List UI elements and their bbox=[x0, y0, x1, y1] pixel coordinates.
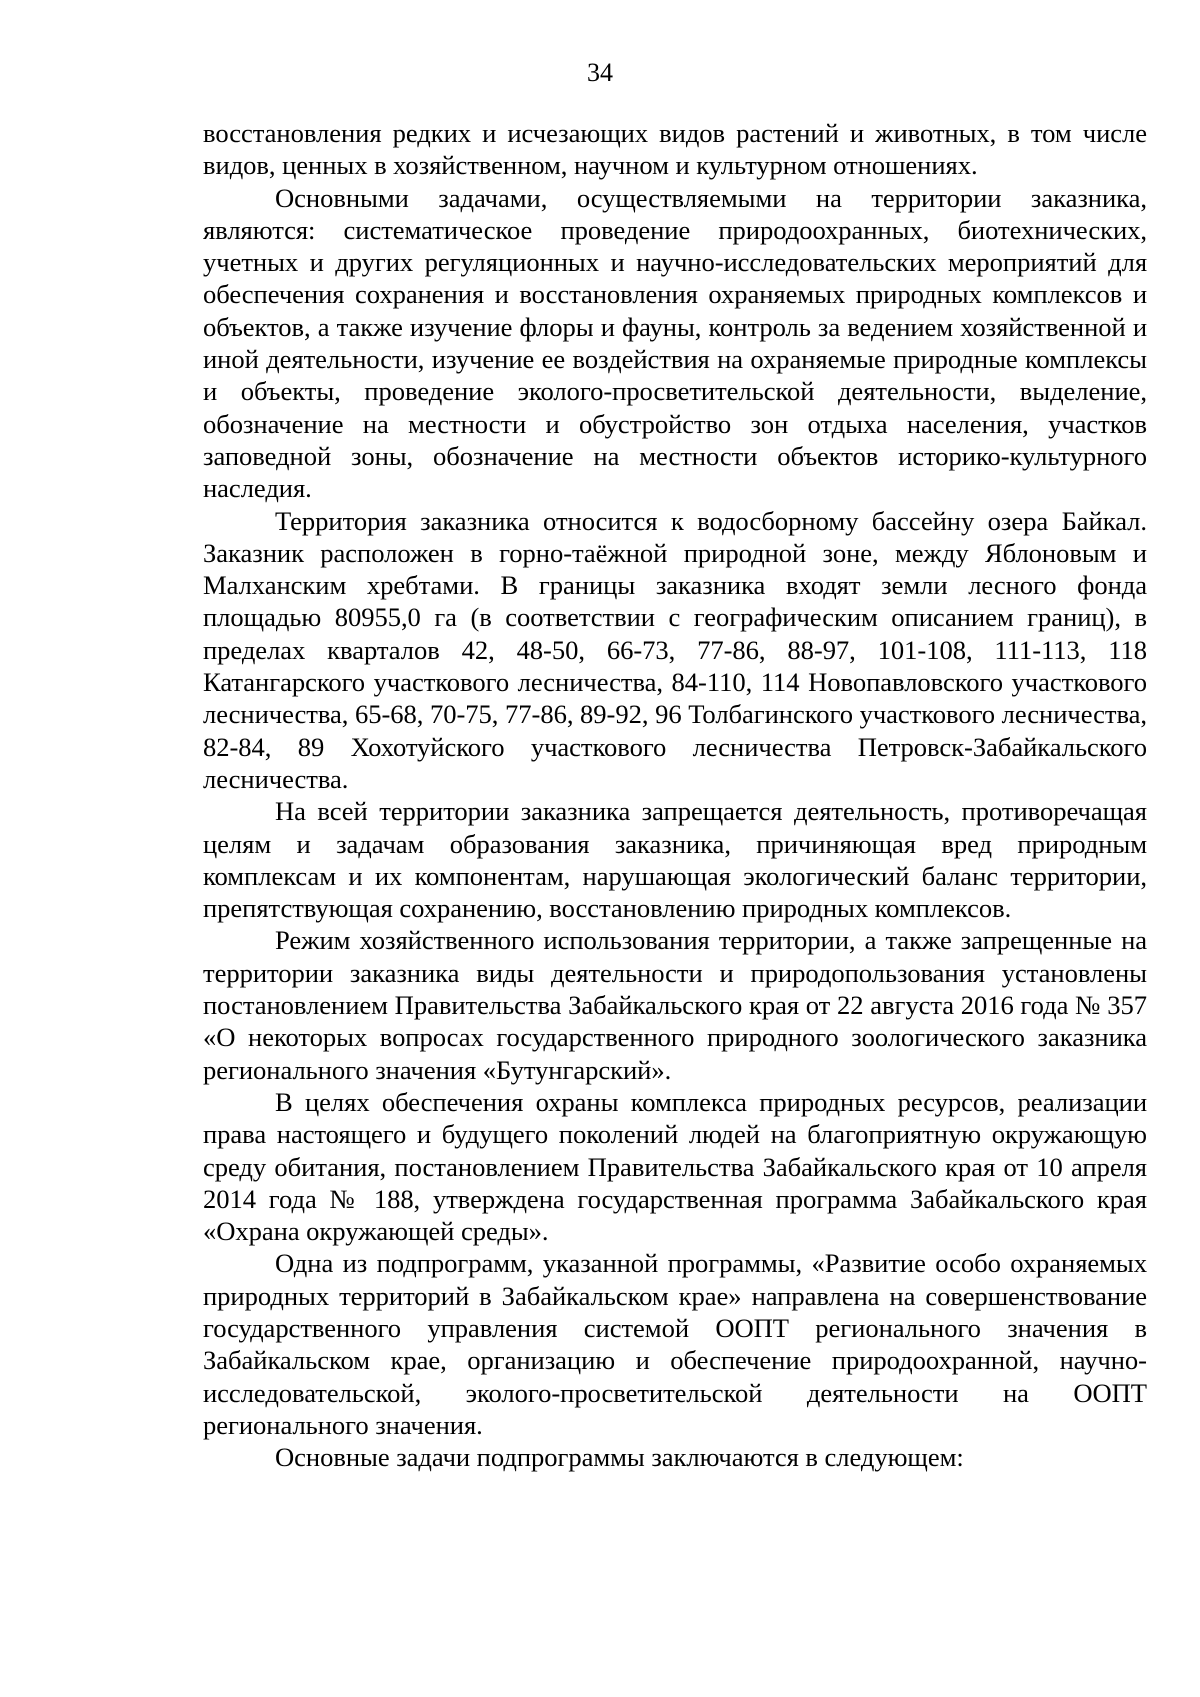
paragraph-4: На всей территории заказника запрещается деятельность, противоречащая целям и задачам образования заказника, причиняющая вред природным комплексам и их компонентам, нарушающая экологический баланс территории, препятствующая сохранению, восстановлению природных комплексов. bbox=[203, 796, 1147, 924]
paragraph-8: Основные задачи подпрограммы заключаются в следующем: bbox=[275, 1442, 964, 1473]
paragraph-3: Территория заказника относится к водосборному бассейну озера Байкал. Заказник расположен в горно-таёжной природной зоне, между Яблоновым и Малханским хребтами. В границы заказника входят земли лесного фонда площадью 80955,0 га (в соответствии с географическим описанием границ), в пределах кварталов 42, 48-50, 66-73, 77-86, 88-97, 101-108, 111-113, 118 Катангарского участкового лесничества, 84-110, 114 Новопавловского участкового лесничества, 65-68, 70-75, 77-86, 89-92, 96 Толбагинского участкового лесничества, 82-84, 89 Хохотуйского участкового лесничества Петровск-Забайкальского лесничества. bbox=[203, 505, 1147, 794]
paragraph-6: В целях обеспечения охраны комплекса природных ресурсов, реализации права настоящего и будущего поколений людей на благоприятную окружающую среду обитания, постановлением Правительства Забайкальского края от 10 апреля 2014 года № 188, утверждена государственная программа Забайкальского края «Охрана окружающей среды». bbox=[203, 1086, 1147, 1247]
paragraph-7: Одна из подпрограмм, указанной программы, «Развитие особо охраняемых природных территорий в Забайкальском крае» направлена на совершенствование государственного управления системой ООПТ регионального значения в Забайкальском крае, организацию и обеспечение природоохранной, научно-исследовательской, эколого-просветительской деятельности на ООПТ регионального значения. bbox=[203, 1248, 1147, 1440]
paragraph-1: восстановления редких и исчезающих видов растений и животных, в том числе видов, ценных в хозяйственном, научном и культурном отношениях. bbox=[203, 118, 1147, 181]
paragraph-5: Режим хозяйственного использования территории, а также запрещенные на территории заказника виды деятельности и природопользования установлены постановлением Правительства Забайкальского края от 22 августа 2016 года № 357 «О некоторых вопросах государственного природного зоологического заказника регионального значения «Бутунгарский». bbox=[203, 925, 1147, 1085]
paragraph-2: Основными задачами, осуществляемыми на территории заказника, являются: систематическое проведение природоохранных, биотехнических, учетных и других регуляционных и научно-исследовательских мероприятий для обеспечения сохранения и восстановления охраняемых природных комплексов и объектов, а также изучение флоры и фауны, контроль за ведением хозяйственной и иной деятельности, изучение ее воздействия на охраняемые природные комплексы и объекты, проведение эколого-просветительской деятельности, выделение, обозначение на местности и обустройство зон отдыха населения, участков заповедной зоны, обозначение на местности объектов историко-культурного наследия. bbox=[203, 182, 1147, 504]
page-number: 34 bbox=[587, 58, 613, 87]
document-body bbox=[203, 117, 1147, 1473]
